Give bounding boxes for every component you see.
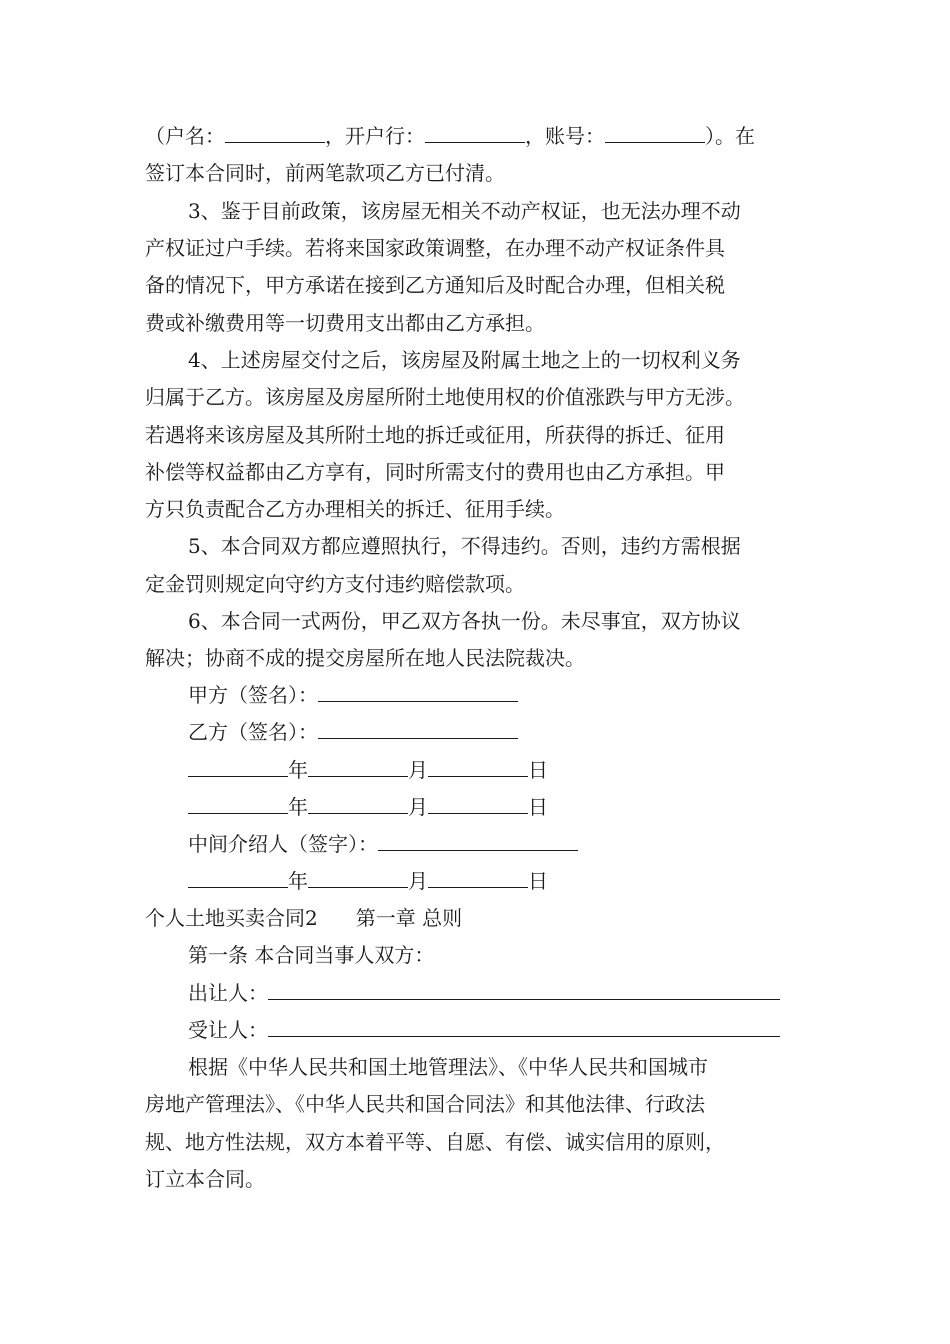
day-blank[interactable] <box>428 869 528 888</box>
date-line <box>188 793 548 821</box>
party-a-label: 甲方（签名）： <box>188 683 318 707</box>
clause-4-line: 归属于乙方。该房屋及房屋所附土地使用权的价值涨跌与甲方无涉。 <box>145 385 745 409</box>
account-name-blank[interactable] <box>225 124 325 143</box>
clause-3-line: 备的情况下，甲方承诺在接到乙方通知后及时配合办理，但相关税 <box>145 273 725 297</box>
clause-4-line: 补偿等权益都由乙方享有，同时所需支付的费用也由乙方承担。甲 <box>145 460 725 484</box>
intermediary-signature-line <box>188 830 578 858</box>
intermediary-label: 中间介绍人（签字）： <box>188 832 378 856</box>
clause-4-line: 4、上述房屋交付之后，该房屋及附属土地之上的一切权利义务 <box>188 348 741 372</box>
text-label: ，账号： <box>525 124 605 148</box>
transferor-blank[interactable] <box>268 981 780 1000</box>
clause-4-line: 方只负责配合乙方办理相关的拆迁、征用手续。 <box>145 497 565 521</box>
clause-3-line: 3、鉴于目前政策，该房屋无相关不动产权证，也无法办理不动 <box>188 199 741 223</box>
year-label: 年 <box>288 758 308 782</box>
party-b-label: 乙方（签名）： <box>188 720 318 744</box>
day-label: 日 <box>528 869 548 893</box>
clause-3-line: 产权证过户手续。若将来国家政策调整，在办理不动产权证条件具 <box>145 236 725 260</box>
clause-4-line: 若遇将来该房屋及其所附土地的拆迁或征用，所获得的拆迁、征用 <box>145 423 725 447</box>
transferor-line <box>188 979 780 1007</box>
article-1-line: 第一条 本合同当事人双方： <box>188 943 435 967</box>
text-line: 签订本合同时，前两笔款项乙方已付清。 <box>145 161 505 185</box>
clause-3-line: 费或补缴费用等一切费用支出都由乙方承担。 <box>145 311 545 335</box>
basis-line: 订立本合同。 <box>145 1167 265 1191</box>
basis-line: 房地产管理法》、《中华人民共和国合同法》和其他法律、行政法 <box>145 1092 705 1116</box>
transferee-label: 受让人： <box>188 1018 268 1042</box>
account-number-blank[interactable] <box>605 124 705 143</box>
party-b-signature-line <box>188 718 518 746</box>
month-blank[interactable] <box>308 758 408 777</box>
day-label: 日 <box>528 795 548 819</box>
chapter-title: 第一章 总则 <box>355 906 463 930</box>
clause-5-line: 5、本合同双方都应遵照执行，不得违约。否则，违约方需根据 <box>188 534 741 558</box>
year-label: 年 <box>288 869 308 893</box>
basis-line: 规、地方性法规，双方本着平等、自愿、有偿、诚实信用的原则， <box>145 1130 725 1154</box>
text-label: （户名： <box>145 124 225 148</box>
date-line <box>188 756 548 784</box>
month-label: 月 <box>408 758 428 782</box>
year-label: 年 <box>288 795 308 819</box>
day-label: 日 <box>528 758 548 782</box>
month-blank[interactable] <box>308 869 408 888</box>
year-blank[interactable] <box>188 795 288 814</box>
transferee-line <box>188 1016 780 1044</box>
day-blank[interactable] <box>428 795 528 814</box>
contract-2-heading-line <box>145 904 462 932</box>
party-b-signature-blank[interactable] <box>318 720 518 739</box>
contract-2-title: 个人土地买卖合同2 <box>145 906 318 930</box>
intermediary-signature-blank[interactable] <box>378 832 578 851</box>
bank-blank[interactable] <box>425 124 525 143</box>
party-a-signature-blank[interactable] <box>318 683 518 702</box>
date-line <box>188 867 548 895</box>
day-blank[interactable] <box>428 758 528 777</box>
clause-6-line: 6、本合同一式两份，甲乙双方各执一份。未尽事宜，双方协议 <box>188 609 741 633</box>
text-label: ，开户行： <box>325 124 425 148</box>
party-a-signature-line <box>188 681 518 709</box>
month-label: 月 <box>408 869 428 893</box>
text-label: ）。在 <box>705 124 755 148</box>
month-label: 月 <box>408 795 428 819</box>
basis-line: 根据《中华人民共和国土地管理法》、《中华人民共和国城市 <box>188 1055 708 1079</box>
clause-5-line: 定金罚则规定向守约方支付违约赔偿款项。 <box>145 572 525 596</box>
transferee-blank[interactable] <box>268 1018 780 1037</box>
transferor-label: 出让人： <box>188 981 268 1005</box>
year-blank[interactable] <box>188 869 288 888</box>
clause-6-line: 解决；协商不成的提交房屋所在地人民法院裁决。 <box>145 646 585 670</box>
account-line <box>145 122 755 150</box>
year-blank[interactable] <box>188 758 288 777</box>
month-blank[interactable] <box>308 795 408 814</box>
